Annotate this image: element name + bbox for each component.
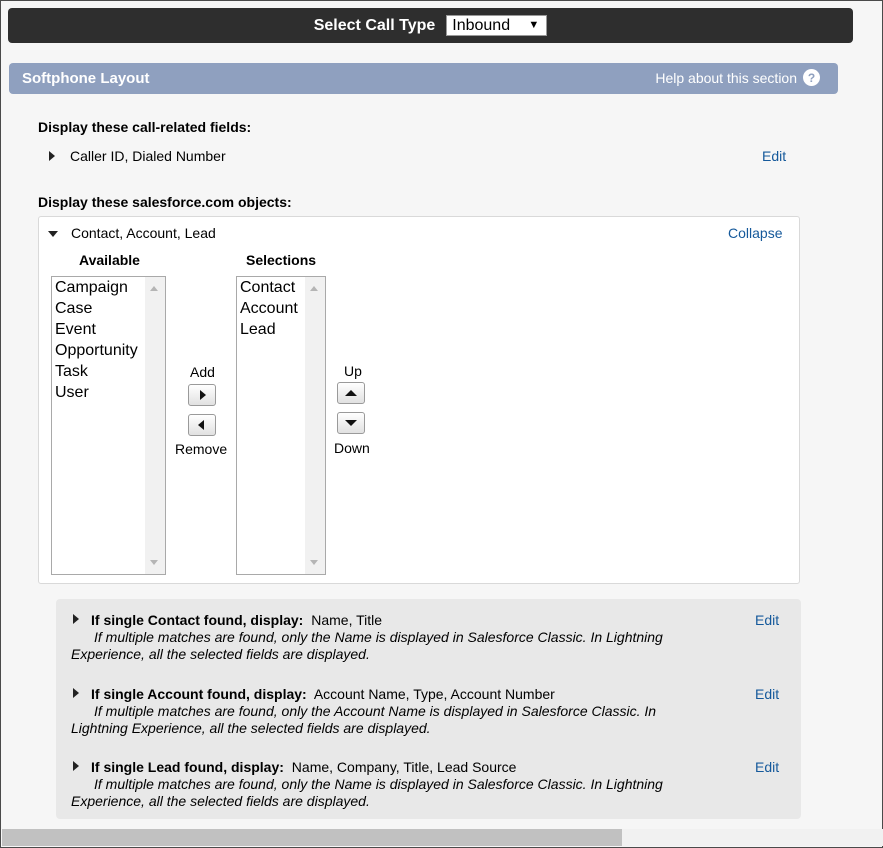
found-rule-label: If single Contact found, display:: [91, 612, 304, 628]
selection-option[interactable]: Contact: [240, 279, 296, 296]
arrow-down-icon: [345, 420, 357, 426]
remove-button[interactable]: [188, 414, 216, 436]
dropdown-arrow-icon: ▼: [528, 19, 540, 31]
down-label: Down: [334, 440, 370, 456]
section-title: Softphone Layout: [22, 70, 150, 87]
call-fields-heading: Display these call-related fields:: [38, 119, 252, 135]
available-option[interactable]: Event: [55, 321, 96, 338]
help-link-label: Help about this section: [655, 69, 797, 86]
arrow-left-icon: [198, 420, 204, 430]
call-type-select[interactable]: [446, 15, 547, 36]
selections-header: Selections: [246, 252, 317, 268]
scroll-down-icon[interactable]: [150, 560, 158, 565]
expand-caret-icon[interactable]: [73, 761, 79, 771]
scroll-down-icon[interactable]: [310, 560, 318, 565]
move-down-button[interactable]: [337, 412, 365, 434]
scroll-up-icon[interactable]: [150, 286, 158, 291]
selection-option[interactable]: Account: [240, 300, 298, 317]
help-link[interactable]: [655, 69, 820, 86]
found-rule-note: If multiple matches are found, only the Name is displayed in Salesforce Classic. In Lightning Experience, all the selected fields are displayed.: [71, 776, 663, 809]
expand-caret-icon[interactable]: [73, 614, 79, 624]
objects-summary: Contact, Account, Lead: [71, 225, 216, 241]
found-rule-note: If multiple matches are found, only the Name is displayed in Salesforce Classic. In Lightning Experience, all the selected fields are displayed.: [71, 629, 663, 662]
available-option[interactable]: User: [55, 384, 89, 401]
scroll-up-icon[interactable]: [310, 286, 318, 291]
found-rule-edit-link[interactable]: Edit: [755, 612, 780, 628]
objects-collapse-link[interactable]: Collapse: [728, 225, 783, 241]
objects-panel: [38, 216, 800, 584]
available-header: Available: [79, 252, 140, 268]
found-rule-fields: Account Name, Type, Account Number: [313, 686, 555, 702]
available-option[interactable]: Campaign: [55, 279, 128, 296]
call-type-bar: [8, 8, 853, 43]
available-list[interactable]: [51, 276, 166, 575]
found-rule-note: If multiple matches are found, only the Account Name is displayed in Salesforce Classic. In Lightning Experience, all the selected fields are displayed.: [71, 703, 657, 736]
call-type-label: Select Call Type: [313, 16, 436, 34]
found-rule-label: If single Lead found, display:: [91, 759, 284, 775]
expand-caret-icon[interactable]: [73, 688, 79, 698]
available-option[interactable]: Task: [55, 363, 88, 380]
arrow-up-icon: [345, 390, 357, 396]
collapse-caret-icon[interactable]: [48, 231, 58, 237]
selections-list[interactable]: [236, 276, 326, 575]
found-rule-fields: Name, Title: [311, 612, 383, 628]
available-scrollbar[interactable]: [145, 277, 165, 574]
selections-scrollbar[interactable]: [305, 277, 325, 574]
expand-caret-icon[interactable]: [49, 151, 55, 161]
add-label: Add: [190, 364, 215, 380]
found-rules-panel: [56, 599, 801, 819]
available-option[interactable]: Opportunity: [55, 342, 138, 359]
found-rule-fields: Name, Company, Title, Lead Source: [291, 759, 517, 775]
scrollbar-thumb[interactable]: [2, 829, 622, 846]
found-rule-label: If single Account found, display:: [91, 686, 307, 702]
add-button[interactable]: [188, 384, 216, 406]
selection-option[interactable]: Lead: [240, 321, 276, 338]
remove-label: Remove: [175, 441, 228, 457]
section-header: [9, 63, 838, 94]
up-label: Up: [344, 363, 362, 379]
move-up-button[interactable]: [337, 382, 365, 404]
question-circle-icon[interactable]: ?: [803, 69, 820, 86]
found-rule-edit-link[interactable]: Edit: [755, 759, 780, 775]
call-type-selected-value: Inbound: [452, 17, 511, 34]
call-fields-summary: Caller ID, Dialed Number: [70, 148, 226, 164]
arrow-right-icon: [200, 390, 206, 400]
call-fields-edit-link[interactable]: Edit: [762, 148, 787, 164]
horizontal-scrollbar[interactable]: [2, 829, 883, 846]
objects-heading: Display these salesforce.com objects:: [38, 194, 292, 210]
available-option[interactable]: Case: [55, 300, 93, 317]
found-rule-edit-link[interactable]: Edit: [755, 686, 780, 702]
